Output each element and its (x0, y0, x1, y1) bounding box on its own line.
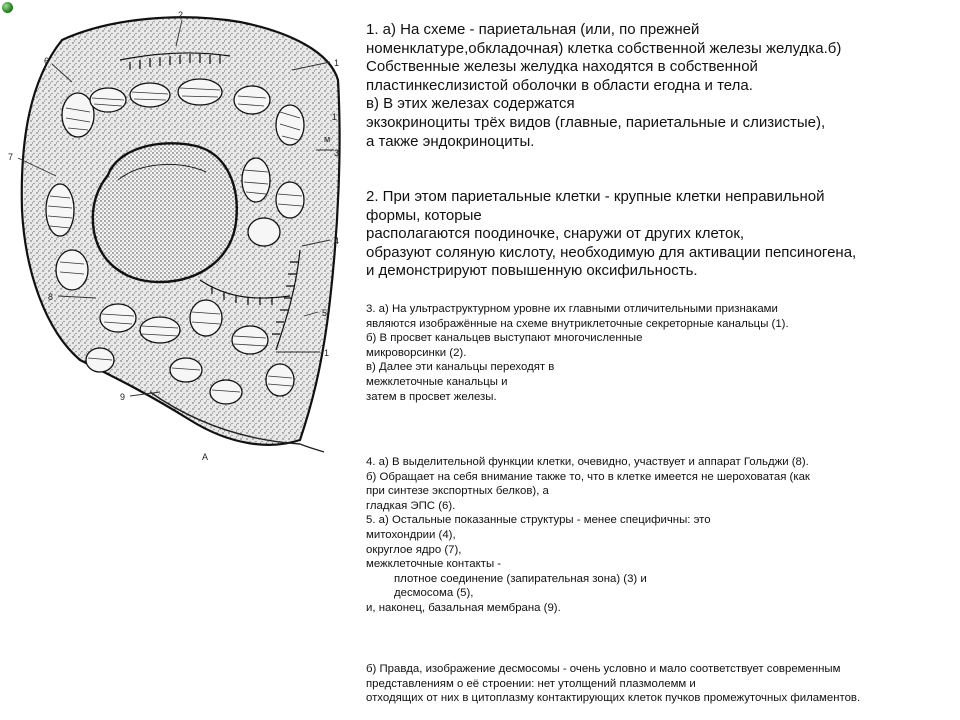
text-line: митохондрии (4), (366, 528, 456, 541)
figure-label: 1 (324, 348, 330, 358)
figure-label: А (202, 452, 209, 462)
text-line: 4. а) В выделительной функции клетки, очевидно, участвует и аппарат Гольджи (8). (366, 456, 809, 468)
text-line: располагаются поодиночке, снаружи от других клеток, (366, 225, 745, 243)
text-line: пластинкеслизистой оболочки в области егодна и тела. (366, 76, 753, 94)
text-line: округлое ядро (7), (366, 543, 462, 556)
text-line: представлениям о её строении: нет утолщений плазмолемм и (366, 677, 696, 690)
text-column (366, 0, 960, 720)
text-line: отходящих от них в цитоплазму контактирующих клеток пучков промежуточных филаментов. (366, 692, 861, 705)
text-line: являются изображённые на схеме внутриклеточные секреторные канальцы (1). (366, 317, 789, 330)
text-line: а также эндокриноциты. (366, 132, 535, 150)
text-line: б) Обращает на себя внимание также то, что в клетке имеется не шероховатая (как (366, 470, 810, 483)
text-line: 2. При этом париетальные клетки - крупные клетки неправильной (366, 188, 825, 205)
text-line: 3. а) На ультраструктурном уровне их главными отличительными признаками (366, 303, 778, 315)
text-line: номенклатуре,обкладочная) клетка собственной железы желудка.б) (366, 39, 842, 57)
text-line: плотное соединение (запирательная зона) (3) и (394, 572, 647, 585)
text-line: и демонстрируют повышенную оксифильность. (366, 262, 698, 280)
figure-label: м (324, 134, 331, 144)
figure-label: 2 (178, 10, 184, 20)
text-line: десмосома (5), (394, 587, 474, 600)
figure-label: 9 (120, 392, 126, 402)
text-line: 1. а) На схеме - париетальная (или, по прежней (366, 21, 700, 38)
figure-label: 7 (8, 152, 14, 162)
paragraph-1 (366, 21, 960, 151)
text-line: межклеточные контакты - (366, 558, 502, 571)
text-line: образуют соляную кислоту, необходимую для активации пепсиногена, (366, 243, 857, 261)
text-line: 5. а) Остальные показанные структуры - менее специфичны: это (366, 514, 711, 527)
figure-label: 3 (334, 148, 340, 158)
text-line: межклеточные канальцы и (366, 375, 508, 388)
text-line: затем в просвет железы. (366, 390, 497, 403)
text-line: экзокриноциты трёх видов (главные, париетальные и слизистые), (366, 113, 826, 131)
text-line: формы, которые (366, 206, 482, 224)
text-line: при синтезе экспортных белков), а (366, 485, 549, 498)
paragraph-5 (366, 662, 960, 706)
text-line: в) Далее эти канальцы переходят в (366, 361, 555, 374)
figure-label: 4 (334, 236, 340, 246)
text-line: гладкая ЭПС (6). (366, 499, 456, 512)
figure-label: 6 (44, 56, 50, 66)
paragraph-3 (366, 302, 960, 404)
paragraph-4 (366, 455, 960, 616)
text-line: б) Правда, изображение десмосомы - очень условно и мало соответствует современным (366, 663, 841, 675)
text-line: микроворсинки (2). (366, 346, 467, 359)
paragraph-2 (366, 188, 960, 281)
text-line: и, наконец, базальная мембрана (9). (366, 601, 561, 614)
text-line: Собственные железы желудка находятся в собственной (366, 58, 758, 76)
text-line: б) В просвет канальцев выступают многочисленные (366, 332, 643, 345)
figure-label: 1 (332, 112, 338, 122)
figure-label: 1 (334, 58, 340, 68)
parietal-cell-figure (0, 0, 362, 470)
text-line: в) В этих железах содержатся (366, 95, 575, 113)
figure-label: 5 (322, 308, 328, 318)
figure-label: 8 (48, 292, 54, 302)
